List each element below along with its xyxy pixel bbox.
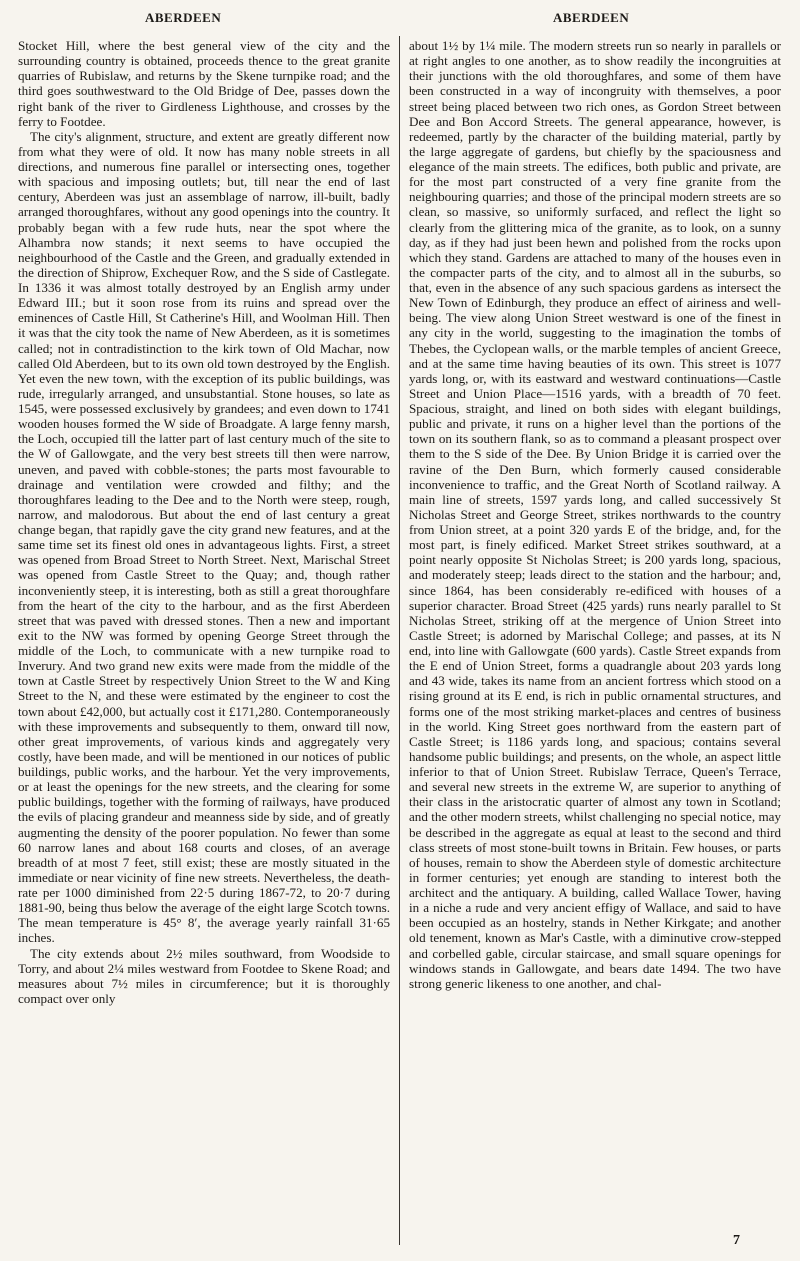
paragraph: The city extends about 2½ miles southward, from Woodside to Torry, and about 2¼ miles westward from Footdee to Skene Road; and measures about 7½ miles in circumference; but it is thoroughly compact over only bbox=[18, 945, 390, 1006]
page-number: 7 bbox=[733, 1233, 740, 1248]
running-header bbox=[0, 8, 800, 32]
left-column bbox=[18, 38, 390, 1006]
paragraph: The city's alignment, structure, and extent are greatly different now from what they were of old. It now has many noble streets in all directions, and numerous fine parallel or intersecting ones, together with spacious and imposing outlets; but, till near the end of last century, Aberdeen was just an assemblage of narrow, ill-built, badly arranged thoroughfares, without any good openings into the country. It probably began with a few rude huts, near the spot where the Alhambra now stands; it next seems to have occupied the neighbourhood of the Castle and the Green, and gradually extended in the direction of Shiprow, Exchequer Row, and the S side of Castlegate. In 1336 it was almost totally destroyed by an English army under Edward III.; but it soon rose from its ruins and spread over the eminences of Castle Hill, St Catherine's Hill, and Woolman Hill. Then it was that the city took the name of New Aberdeen, as it is sometimes called; not in contradistinction to the kirk town of Old Machar, now called Old Aberdeen, but to its own old town destroyed by the English. Yet even the new town, with the exception of its public buildings, was rude, irregularly arranged, and unsubstantial. Stone houses, so late as 1545, were possessed exclusively by grandees; and even down to 1741 wooden houses formed the W side of Broadgate. A large fenny marsh, the Loch, occupied till the latter part of last century much of the site to the W of Gallowgate, and the very best streets till then were narrow, uneven, and paved with cobble-stones; the parts most favourable to drainage and ventilation were crowded and filthy; and the thoroughfares leading to the Dee and to the North were steep, rough, narrow, and malodorous. But about the end of last century a great change began, that rapidly gave the city grand new features, and at the same time set its finest old ones in advantageous lights. First, a street was opened from Broad Street to North Street. Next, Marischal Street was opened from Castle Street to the Quay; and, though rather inconveniently steep, it is interesting, both as still a great thoroughfare from the heart of the city to the harbour, and as the first Aberdeen street that was paved with dressed stones. Then a new and important exit to the NW was formed by opening George Street through the middle of the Loch, to communicate with a new turnpike road to Inverury. And two grand new exits were made from the middle of the town at Castle Street by respectively Union Street to the W and King Street to the N, and these were estimated by the engineer to cost the town about £42,000, but actually cost it £171,280. Contemporaneously with these improvements and subsequently to them, onward till now, other great improvements, of various kinds and aggregately very costly, have been made, and will be mentioned in our notices of public buildings, public works, and the harbour. Yet the very improvements, or at least the openings for the new streets, and the clearing for some public buildings, together with the forming of railways, have produced the evils of placing grandeur and meanness side by side, and of greatly augmenting the density of the poorer population. No fewer than some 60 narrow lanes and about 168 courts and closes, of an average breadth of at most 7 feet, still exist; these are mostly situated in the immediate or near vicinity of fine new streets. Nevertheless, the death-rate per 1000 diminished from 22·5 during 1867-72, to 20·7 during 1881-90, being thus below the average of the eight large Scotch towns. The mean temperature is 45° 8′, the average yearly rainfall 31·65 inches. bbox=[18, 128, 390, 946]
running-head-right: ABERDEEN bbox=[553, 10, 630, 25]
paragraph: about 1½ by 1¼ mile. The modern streets run so nearly in parallels or at right angles to one another, as to show readily the incongruities at their junctions with the old thoroughfares, and some of them have been constructed in a way of incongruity with themselves, a poor street being placed between two rich ones, as Gordon Street between Dee and Bon Accord Streets. The general appearance, however, is redeemed, partly by the character of the building material, partly by the large aggregate of gardens, but chiefly by the spaciousness and elegance of the main streets. The edifices, both public and private, are for the most part constructed of a very fine granite from the neighbouring quarries; and those of the principal modern streets are so clean, so massive, so uniformly surfaced, and reflect the light so clearly from the glittering mica of the granite, as to look, on a sunny day, as if they had just been hewn and polished from the rocks upon which they stand. Gardens are attached to many of the houses even in the compacter parts of the city, and to almost all in the suburbs, so that, even in the absence of any such spacious gardens as intersect the New Town of Edinburgh, they produce an effect of airiness and well-being. The view along Union Street westward is one of the finest in any city in the world, suggesting to the imagination the tombs of Thebes, the Cyclopean walls, or the marble temples of ancient Greece, and at the same time having beauties of its own. This street is 1077 yards long, or, with its eastward and westward continuations—Castle Street and Union Place—1516 yards, with a breadth of 70 feet. Spacious, straight, and lined on both sides with elegant buildings, public and private, it runs on a higher level than the portions of the town on its southern flank, so as to command a pleasant prospect over them to the S side of the Dee. By Union Bridge it is carried over the ravine of the Den Burn, which formerly caused considerable inconvenience to traffic, and the Great North of Scotland railway. A main line of streets, 1597 yards long, and called successively St Nicholas Street and George Street, strikes northwards to the country from Union street, at a point 320 yards E of the bridge, and, for the most part, is finely edificed. Market Street strikes southward, at a point nearly opposite St Nicholas Street; is 200 yards long, spacious, and moderately steep; leads direct to the station and the harbour; and, since 1864, has been considerably re-edificed with houses of a superior character. Broad Street (425 yards) runs nearly parallel to St Nicholas Street, striking off at the mergence of Union Street into Castle Street; is adorned by Marischal College; and passes, at its N end, into line with Gallowgate (600 yards). Castle Street expands from the E end of Union Street, forms a quadrangle about 203 yards long and 43 wide, takes its name from an ancient fortress which stood on a rising ground at its E end, is rich in public ornamental structures, and forms one of the most striking market-places and centres of business in the world. King Street goes northward from the eastern part of Castle Street; is 1186 yards long, and spacious; contains several handsome public buildings; and presents, on the whole, an aspect little inferior to that of Union Street. Rubislaw Terrace, Queen's Terrace, and several new streets in the extreme W, are superior to anything of their class in the aristocratic quarter of almost any town in Scotland; and the other modern streets, whilst challenging no special notice, may be described in the aggregate as equal at least to the second and third class streets of most stone-built towns in Britain. Few houses, or parts of houses, remain to show the Aberdeen style of domestic architecture in former centuries; yet enough are standing to interest both the architect and the antiquary. A building, called Wallace Tower, having in a niche a rude and very ancient effigy of Wallace, and said to have been occupied as an hostelry, stands in Nether Kirkgate; and another old tenement, known as Mar's Castle, with a diminutive crow-stepped and corbelled gable, circular staircase, and small square openings for windows stands in Gallowgate, and bears date 1494. The two have strong generic likeness to one another, and chal- bbox=[409, 38, 781, 991]
column-divider bbox=[399, 36, 400, 1245]
paragraph: Stocket Hill, where the best general view of the city and the surrounding country is obtained, proceeds thence to the great granite quarries of Rubislaw, and returns by the Skene turnpike road; and the third goes southwestward to the Old Bridge of Dee, passes down the right bank of the river to Girdleness Lighthouse, and crosses by the ferry to Footdee. bbox=[18, 38, 390, 129]
running-head-left: ABERDEEN bbox=[145, 10, 222, 25]
right-column bbox=[409, 38, 781, 991]
